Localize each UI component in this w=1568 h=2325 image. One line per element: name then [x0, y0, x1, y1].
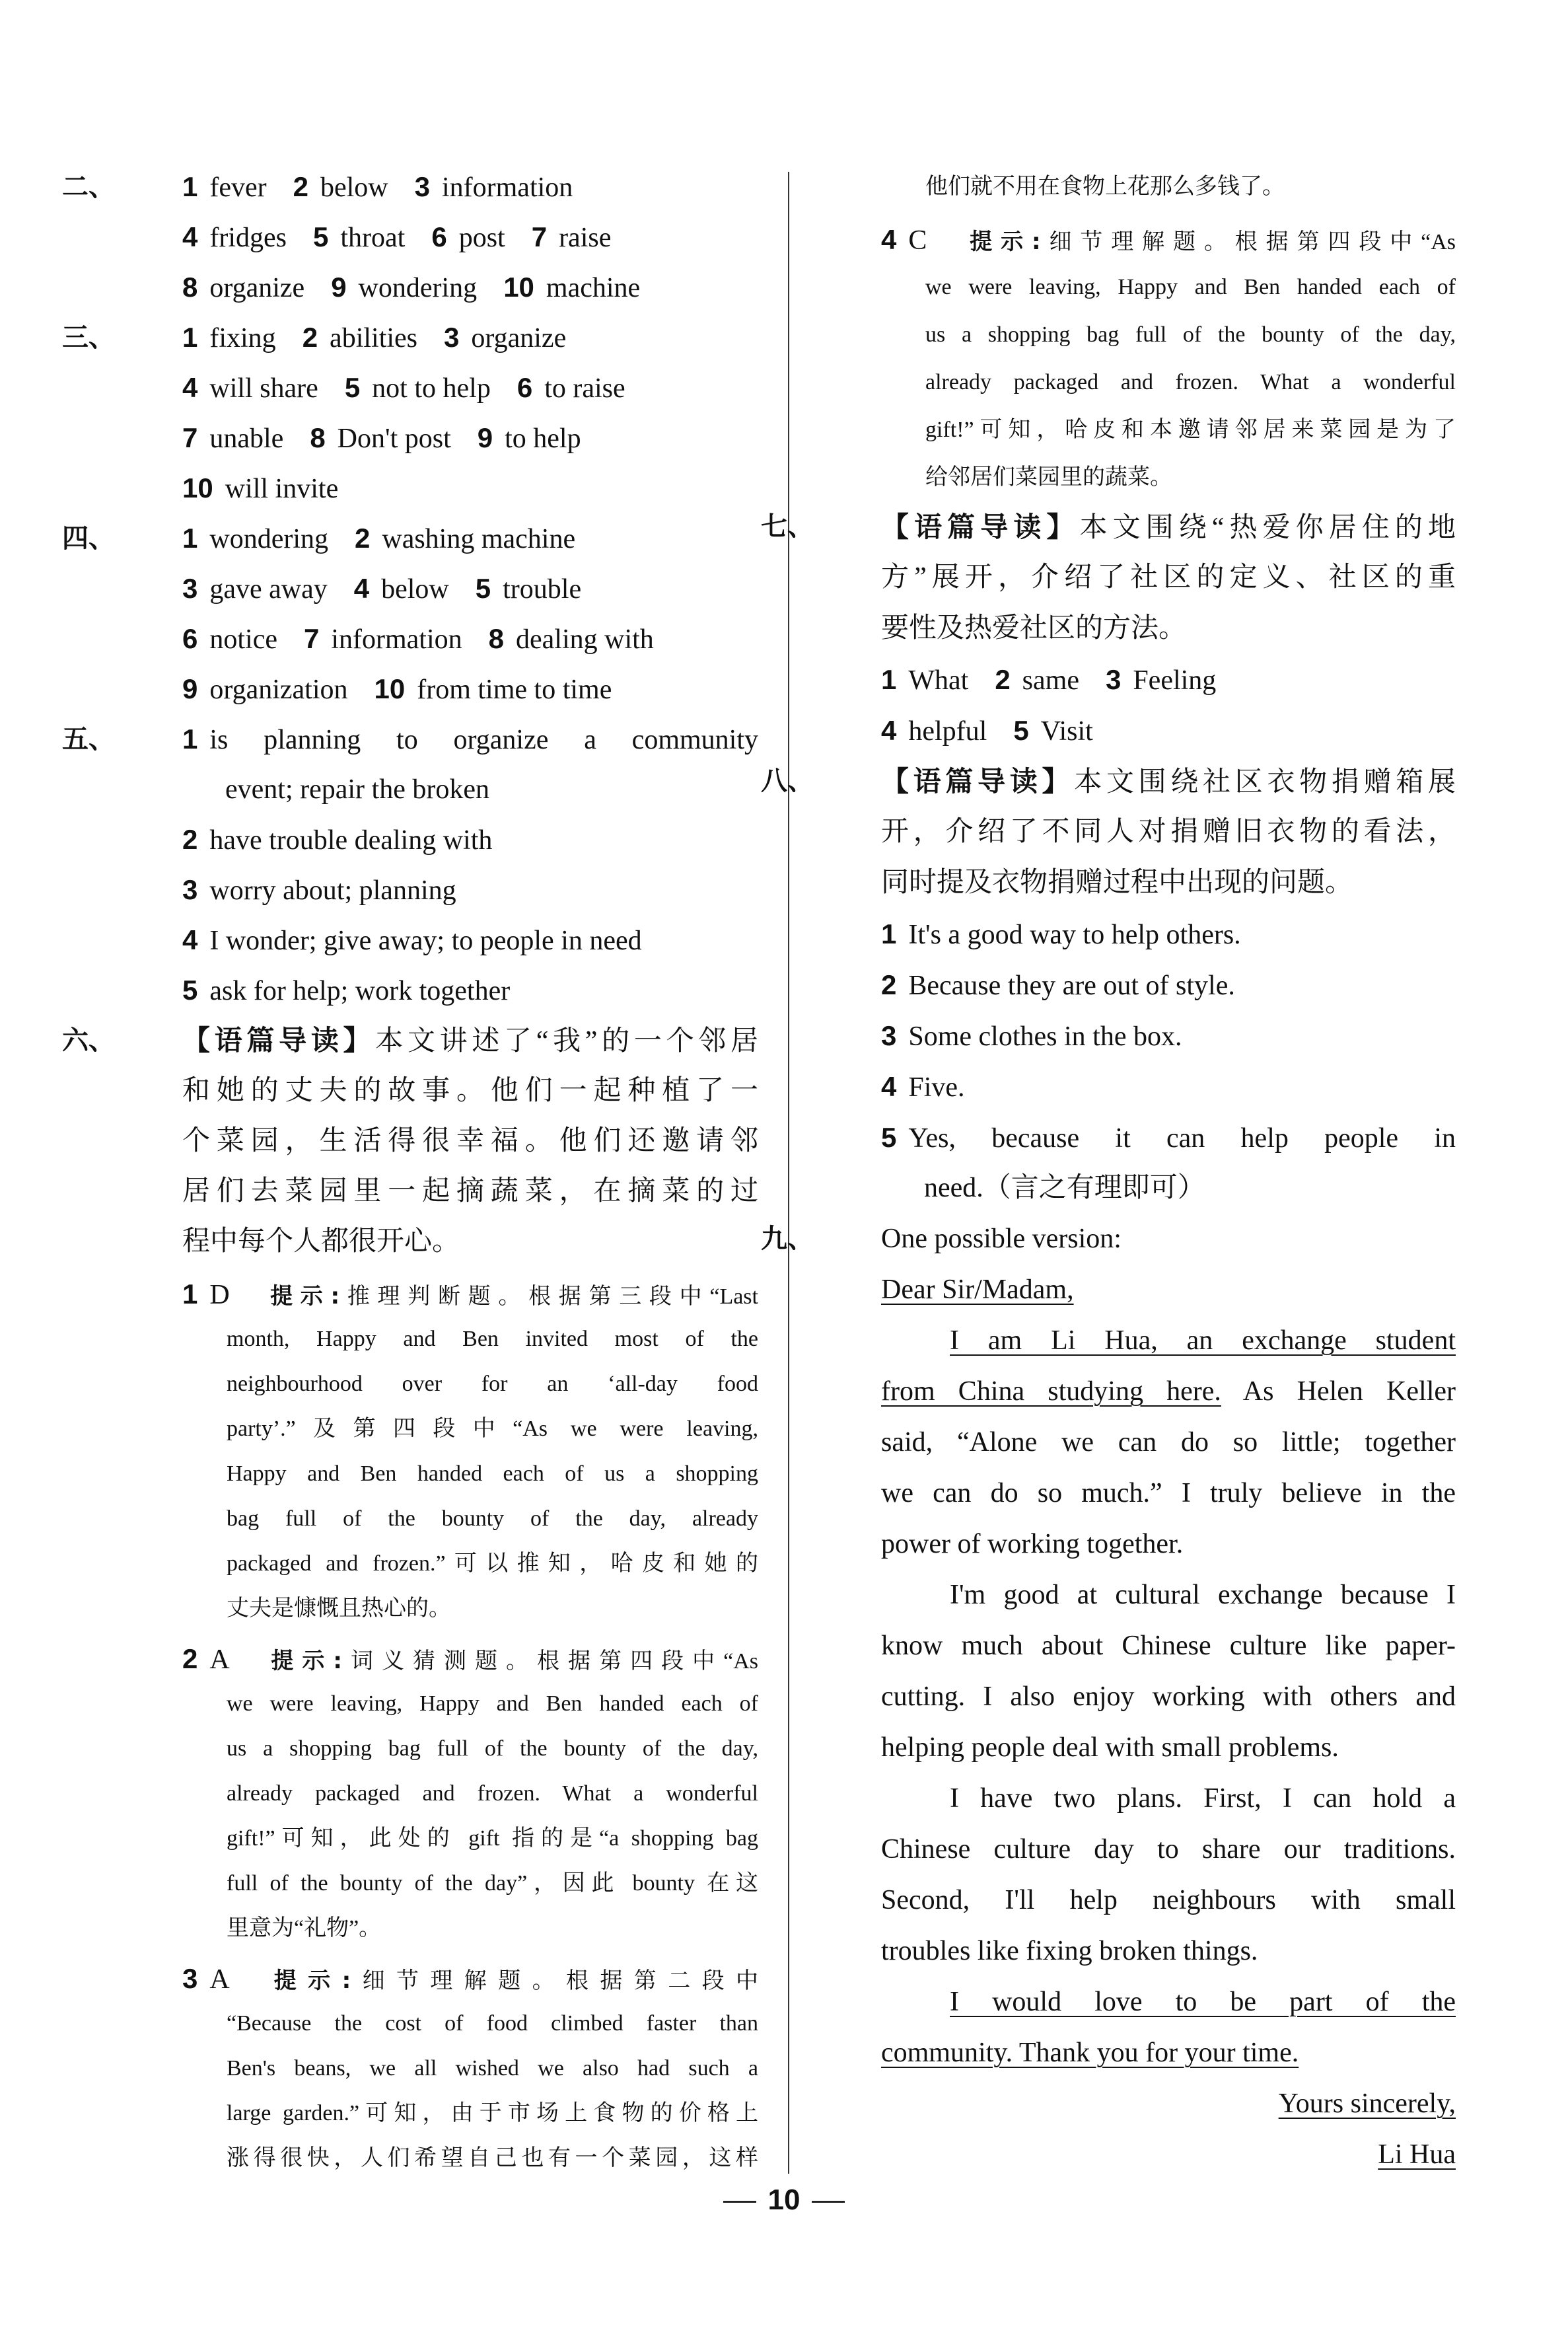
text-line	[761, 501, 1456, 552]
text-line	[62, 714, 758, 764]
section-marker: 五、	[62, 724, 115, 755]
answer-text: organize	[209, 273, 305, 303]
text-line	[122, 463, 758, 513]
text-line	[821, 163, 1456, 211]
text-line	[821, 1570, 1456, 1621]
section-marker: 六、	[62, 1025, 115, 1056]
line-text: us a shopping bag full of the bounty of the day,	[227, 1736, 758, 1761]
answer-number: 9	[182, 673, 198, 704]
answer-text: unable	[209, 424, 284, 454]
answer-text: information	[442, 172, 573, 203]
text-line	[122, 2091, 758, 2136]
line-text: worry about; planning	[209, 875, 456, 906]
text-line	[122, 1906, 758, 1951]
underlined-text: I would love to be part of the	[950, 1987, 1456, 2017]
answer-number: 8	[488, 623, 504, 654]
answer-number: 2	[293, 171, 308, 202]
line-text: 他们就不用在食物上花那么多钱了。	[925, 174, 1285, 199]
answer-text: trouble	[503, 574, 582, 605]
text-line	[122, 1317, 758, 1362]
text-line	[821, 1061, 1456, 1112]
section-answers	[62, 162, 758, 313]
hint-label: 提示:	[262, 1648, 342, 1674]
text-line	[122, 764, 758, 815]
line-text: 推理判断题。根据第三段中“Last	[339, 1284, 758, 1309]
text-line	[821, 454, 1456, 501]
question-number: 3	[182, 1963, 198, 1994]
text-line	[821, 705, 1456, 756]
text-line	[122, 1586, 758, 1631]
answer-text: Don't post	[337, 424, 451, 454]
answer-number: 10	[374, 673, 406, 704]
text-line	[821, 216, 1456, 264]
text-line	[122, 614, 758, 664]
left-column	[62, 162, 758, 2181]
text-line	[821, 1926, 1456, 1977]
line-text: 同时提及衣物捐赠过程中出现的问题。	[881, 867, 1353, 898]
answer-number: 2	[302, 322, 318, 353]
answer-number: 9	[477, 422, 493, 453]
answer-text: Feeling	[1133, 665, 1217, 696]
text-line	[821, 406, 1456, 454]
answer-text: fever	[209, 172, 267, 203]
line-text: we were leaving, Happy and Ben handed each of	[925, 275, 1456, 299]
reading-guide-label: 【语篇导读】	[182, 1024, 376, 1056]
answer-text: organization	[209, 675, 348, 705]
line-text: 个菜园，生活得很幸福。他们还邀请邻	[182, 1126, 758, 1156]
answer-text: not to help	[372, 373, 491, 404]
line-text: full of the bounty of the day”，因此 bounty 在这	[227, 1871, 758, 1896]
line-text: 本文围绕社区衣物捐赠箱展	[1074, 767, 1456, 797]
answer-choice: A	[209, 1964, 230, 1995]
text-line	[821, 264, 1456, 311]
section-answers	[62, 313, 758, 513]
section-guide	[62, 1015, 758, 1267]
answer-text: washing machine	[382, 524, 576, 554]
line-text: Because they are out of style.	[908, 971, 1235, 1001]
line-text: Yes, because it can help people in	[908, 1123, 1456, 1154]
section-marker: 八、	[761, 766, 814, 796]
text-line	[122, 564, 758, 614]
text-line	[122, 965, 758, 1015]
text-line	[821, 2079, 1456, 2129]
line-text: helping people deal with small problems.	[881, 1732, 1339, 1763]
text-line	[122, 1272, 758, 1317]
text-line	[122, 262, 758, 313]
line-text: ask for help; work together	[209, 976, 511, 1006]
answer-number: 5	[313, 221, 329, 252]
section-numbered	[62, 714, 758, 1015]
answer-text: fixing	[209, 323, 276, 353]
answer-number: 7	[182, 422, 198, 453]
line-text: I have two plans. First, I can hold a	[950, 1783, 1456, 1814]
answer-number: 5	[475, 573, 491, 604]
text-line	[761, 1214, 1456, 1265]
line-text: us a shopping bag full of the bounty of the day,	[925, 322, 1456, 347]
line-text: have trouble dealing with	[209, 825, 493, 856]
section-hints	[122, 1272, 758, 2181]
text-line	[122, 2136, 758, 2181]
underlined-text: I am Li Hua, an exchange student	[950, 1325, 1456, 1356]
line-text: 涨得很快，人们希望自己也有一个菜园，这样	[227, 2146, 758, 2170]
answer-text: to raise	[544, 373, 625, 404]
column-divider	[788, 172, 789, 2174]
question-number: 4	[881, 224, 897, 255]
line-text: As Helen Keller	[1221, 1376, 1456, 1407]
line-text: 里意为“礼物”。	[227, 1916, 382, 1940]
text-line	[62, 162, 758, 212]
text-line	[821, 603, 1456, 654]
answer-choice: C	[908, 225, 927, 256]
answer-number: 2	[355, 523, 371, 554]
text-line	[821, 1824, 1456, 1875]
reading-guide-label: 【语篇导读】	[881, 765, 1075, 797]
text-line	[62, 313, 758, 363]
page-number-text: 10	[767, 2184, 801, 2216]
text-line	[62, 1015, 758, 1066]
line-text: cutting. I also enjoy working with others and	[881, 1681, 1456, 1712]
answer-number: 4	[182, 372, 198, 403]
answer-text: dealing with	[516, 624, 654, 655]
answer-text: below	[381, 574, 449, 605]
right-column	[761, 163, 1456, 2180]
answer-number: 10	[503, 272, 534, 303]
line-text: troubles like fixing broken things.	[881, 1936, 1258, 1966]
underlined-text: community. Thank you for your time.	[881, 2038, 1299, 2068]
answer-number: 2	[995, 664, 1011, 695]
answer-number: 8	[310, 422, 326, 453]
answer-text: information	[331, 624, 462, 655]
answer-text: post	[458, 223, 505, 253]
answer-number: 1	[182, 322, 198, 353]
answer-text: fridges	[209, 223, 287, 253]
answer-number: 6	[431, 221, 447, 252]
text-line	[821, 1315, 1456, 1366]
letter-salutation: Dear Sir/Madam,	[881, 1274, 1074, 1305]
text-line	[821, 1773, 1456, 1824]
answer-number: 4	[881, 715, 897, 746]
answer-number: 3	[414, 171, 430, 202]
dash-right	[812, 2201, 845, 2203]
text-line	[821, 311, 1456, 359]
text-line	[821, 908, 1456, 959]
text-line	[821, 1519, 1456, 1570]
line-text: said, “Alone we can do so little; together	[881, 1427, 1456, 1458]
text-line	[821, 959, 1456, 1010]
answer-text: below	[320, 172, 388, 203]
line-text: Happy and Ben handed each of us a shopping	[227, 1461, 758, 1486]
line-text: need.（言之有理即可）	[924, 1173, 1205, 1203]
answer-text: from time to time	[417, 675, 612, 705]
text-line	[122, 1452, 758, 1496]
line-text: Chinese culture day to share our traditions.	[881, 1834, 1456, 1864]
line-text: we can do so much.” I truly believe in the	[881, 1478, 1456, 1508]
line-text: Second, I'll help neighbours with small	[881, 1885, 1456, 1915]
hint-label: 提示:	[961, 229, 1041, 255]
item-number: 1	[182, 723, 198, 755]
section-hints	[821, 163, 1456, 501]
answer-text: same	[1022, 665, 1079, 696]
answer-text: wondering	[209, 524, 328, 554]
line-text: bag full of the bounty of the day, already	[227, 1506, 758, 1531]
item-number: 2	[881, 969, 897, 1000]
answer-number: 1	[881, 664, 897, 695]
answer-number: 8	[182, 272, 198, 303]
text-line	[122, 815, 758, 865]
answer-number: 3	[444, 322, 460, 353]
letter-intro: One possible version:	[881, 1224, 1122, 1254]
answer-text: helpful	[908, 716, 987, 747]
answer-choice: D	[209, 1280, 230, 1310]
text-line	[122, 915, 758, 965]
line-text: power of working together.	[881, 1529, 1184, 1559]
line-text: party’.”及第四段中“As we were leaving,	[227, 1417, 758, 1441]
text-line	[122, 1956, 758, 2001]
text-line	[122, 1116, 758, 1166]
answer-number: 9	[331, 272, 347, 303]
item-number: 4	[881, 1071, 897, 1102]
answer-text: raise	[559, 223, 612, 253]
answer-text: notice	[209, 624, 277, 655]
section-marker: 九、	[761, 1224, 814, 1254]
text-line	[821, 1672, 1456, 1722]
text-line	[122, 1726, 758, 1771]
line-text: we were leaving, Happy and Ben handed each of	[227, 1691, 758, 1716]
item-number: 2	[182, 824, 198, 855]
text-line	[821, 807, 1456, 858]
text-line	[122, 2001, 758, 2046]
section-answers	[62, 513, 758, 714]
section-marker: 二、	[62, 172, 115, 202]
letter-closing: Yours sincerely,	[1278, 2088, 1456, 2119]
line-text: 丈夫是慷慨且热心的。	[227, 1596, 451, 1621]
text-line	[122, 1066, 758, 1116]
line-text: 细节理解题。根据第二段中	[351, 1969, 758, 1993]
text-line	[821, 654, 1456, 705]
hint-label: 提示:	[262, 1968, 351, 1994]
answer-text: machine	[546, 273, 641, 303]
text-line	[122, 664, 758, 714]
question-number: 1	[182, 1278, 198, 1310]
line-text: large garden.”可知，由于市场上食物的价格上	[227, 2101, 758, 2125]
line-text: know much about Chinese culture like paper-	[881, 1631, 1456, 1661]
answer-number: 7	[531, 221, 548, 252]
item-number: 3	[182, 874, 198, 905]
text-line	[122, 2046, 758, 2091]
text-line	[821, 1163, 1456, 1214]
text-line	[821, 858, 1456, 908]
answer-text: organize	[471, 323, 567, 353]
answer-number: 6	[182, 623, 198, 654]
line-text: 程中每个人都很开心。	[182, 1226, 460, 1257]
line-text: packaged and frozen.”可以推知，哈皮和她的	[227, 1551, 758, 1576]
item-number: 5	[881, 1122, 897, 1153]
text-line	[821, 1722, 1456, 1773]
answer-text: will invite	[225, 474, 339, 504]
text-line	[122, 1816, 758, 1861]
text-line	[122, 1637, 758, 1681]
line-text: It's a good way to help others.	[908, 920, 1241, 950]
line-text: gift!”可知，此处的 gift 指的是“a shopping bag	[227, 1826, 758, 1851]
text-line	[62, 513, 758, 564]
text-line	[122, 1681, 758, 1726]
answer-number: 10	[182, 472, 213, 503]
text-line	[122, 1166, 758, 1216]
text-line	[821, 1875, 1456, 1926]
answer-number: 1	[182, 523, 198, 554]
answer-choice: A	[209, 1644, 230, 1675]
text-line	[122, 1541, 758, 1586]
section-marker: 四、	[62, 523, 115, 554]
line-text: 和她的丈夫的故事。他们一起种植了一	[182, 1076, 758, 1106]
answer-number: 5	[1013, 715, 1029, 746]
text-line	[122, 865, 758, 915]
answer-number: 4	[182, 221, 198, 252]
line-text: event; repair the broken	[225, 774, 489, 805]
text-line	[122, 1362, 758, 1407]
text-line	[821, 1977, 1456, 2028]
line-text: month, Happy and Ben invited most of the	[227, 1327, 758, 1351]
line-text: already packaged and frozen. What a wonderful	[227, 1781, 758, 1806]
answer-number: 3	[1105, 664, 1122, 695]
answer-number: 6	[517, 372, 533, 403]
item-number: 5	[182, 975, 198, 1006]
line-text: is planning to organize a community	[209, 725, 758, 755]
text-line	[821, 359, 1456, 406]
text-line	[122, 1861, 758, 1906]
section-marker: 七、	[761, 511, 814, 542]
line-text: gift!”可知，哈皮和本邀请邻居来菜园是为了	[925, 418, 1456, 442]
answer-number: 3	[182, 573, 198, 604]
line-text: 居们去菜园里一起摘蔬菜，在摘菜的过	[182, 1176, 758, 1206]
text-line	[821, 1417, 1456, 1468]
answer-number: 5	[344, 372, 361, 403]
underlined-text: from China studying here.	[881, 1376, 1221, 1407]
line-text: neighbourhood over for an ‘all-day food	[227, 1372, 758, 1396]
section-numbered	[821, 908, 1456, 1214]
text-line	[122, 1496, 758, 1541]
text-line	[122, 1771, 758, 1816]
answer-text: wondering	[358, 273, 478, 303]
text-line	[821, 1366, 1456, 1417]
line-text: 细节理解题。根据第四段中“As	[1040, 230, 1456, 254]
dash-left	[723, 2201, 756, 2203]
answer-number: 1	[182, 171, 198, 202]
answer-text: will share	[209, 373, 318, 404]
text-line	[122, 212, 758, 262]
text-line	[821, 2129, 1456, 2180]
line-text: 本文围绕“热爱你居住的地	[1079, 513, 1456, 543]
section-marker: 三、	[62, 322, 115, 353]
line-text: 方”展开，介绍了社区的定义、社区的重	[881, 562, 1456, 593]
answer-number: 7	[303, 623, 320, 654]
line-text: “Because the cost of food climbed faster than	[227, 2011, 758, 2036]
section-letter	[761, 1214, 1456, 2180]
section-answers	[821, 654, 1456, 756]
line-text: I wonder; give away; to people in need	[209, 926, 642, 956]
answer-text: What	[908, 665, 969, 696]
line-text: already packaged and frozen. What a wonderful	[925, 370, 1456, 394]
line-text: 本文讲述了“我”的一个邻居	[375, 1026, 758, 1056]
text-line	[821, 1112, 1456, 1163]
line-text: 开，介绍了不同人对捐赠旧衣物的看法，	[881, 817, 1456, 847]
text-line	[821, 1265, 1456, 1315]
line-text: I'm good at cultural exchange because I	[950, 1580, 1456, 1610]
question-number: 2	[182, 1643, 198, 1674]
reading-guide-label: 【语篇导读】	[881, 511, 1080, 543]
text-line	[122, 363, 758, 413]
text-line	[122, 1216, 758, 1267]
letter-signature: Li Hua	[1378, 2139, 1456, 2170]
line-text: 给邻居们菜园里的蔬菜。	[925, 465, 1172, 490]
text-line	[761, 756, 1456, 807]
section-guide	[761, 756, 1456, 908]
section-guide	[761, 501, 1456, 654]
hint-label: 提示:	[262, 1283, 340, 1310]
text-line	[821, 1468, 1456, 1519]
line-text: 要性及热爱社区的方法。	[881, 613, 1187, 644]
text-line	[122, 1407, 758, 1452]
answer-text: Visit	[1040, 716, 1093, 747]
answer-number: 4	[353, 573, 370, 604]
item-number: 3	[881, 1020, 897, 1051]
item-number: 4	[182, 924, 198, 955]
text-line	[821, 2028, 1456, 2079]
item-number: 1	[881, 918, 897, 949]
answer-text: abilities	[330, 323, 418, 353]
text-line	[821, 1621, 1456, 1672]
page-number	[0, 2184, 1568, 2217]
answer-text: to help	[505, 424, 581, 454]
text-line	[821, 1010, 1456, 1061]
text-line	[122, 413, 758, 463]
answer-text: gave away	[209, 574, 328, 605]
text-line	[821, 552, 1456, 603]
line-text: Five.	[908, 1072, 965, 1103]
line-text: Ben's beans, we all wished we also had such a	[227, 2056, 758, 2081]
line-text: 词义猜测题。根据第四段中“As	[341, 1649, 758, 1674]
answer-text: throat	[340, 223, 406, 253]
line-text: Some clothes in the box.	[908, 1021, 1182, 1052]
